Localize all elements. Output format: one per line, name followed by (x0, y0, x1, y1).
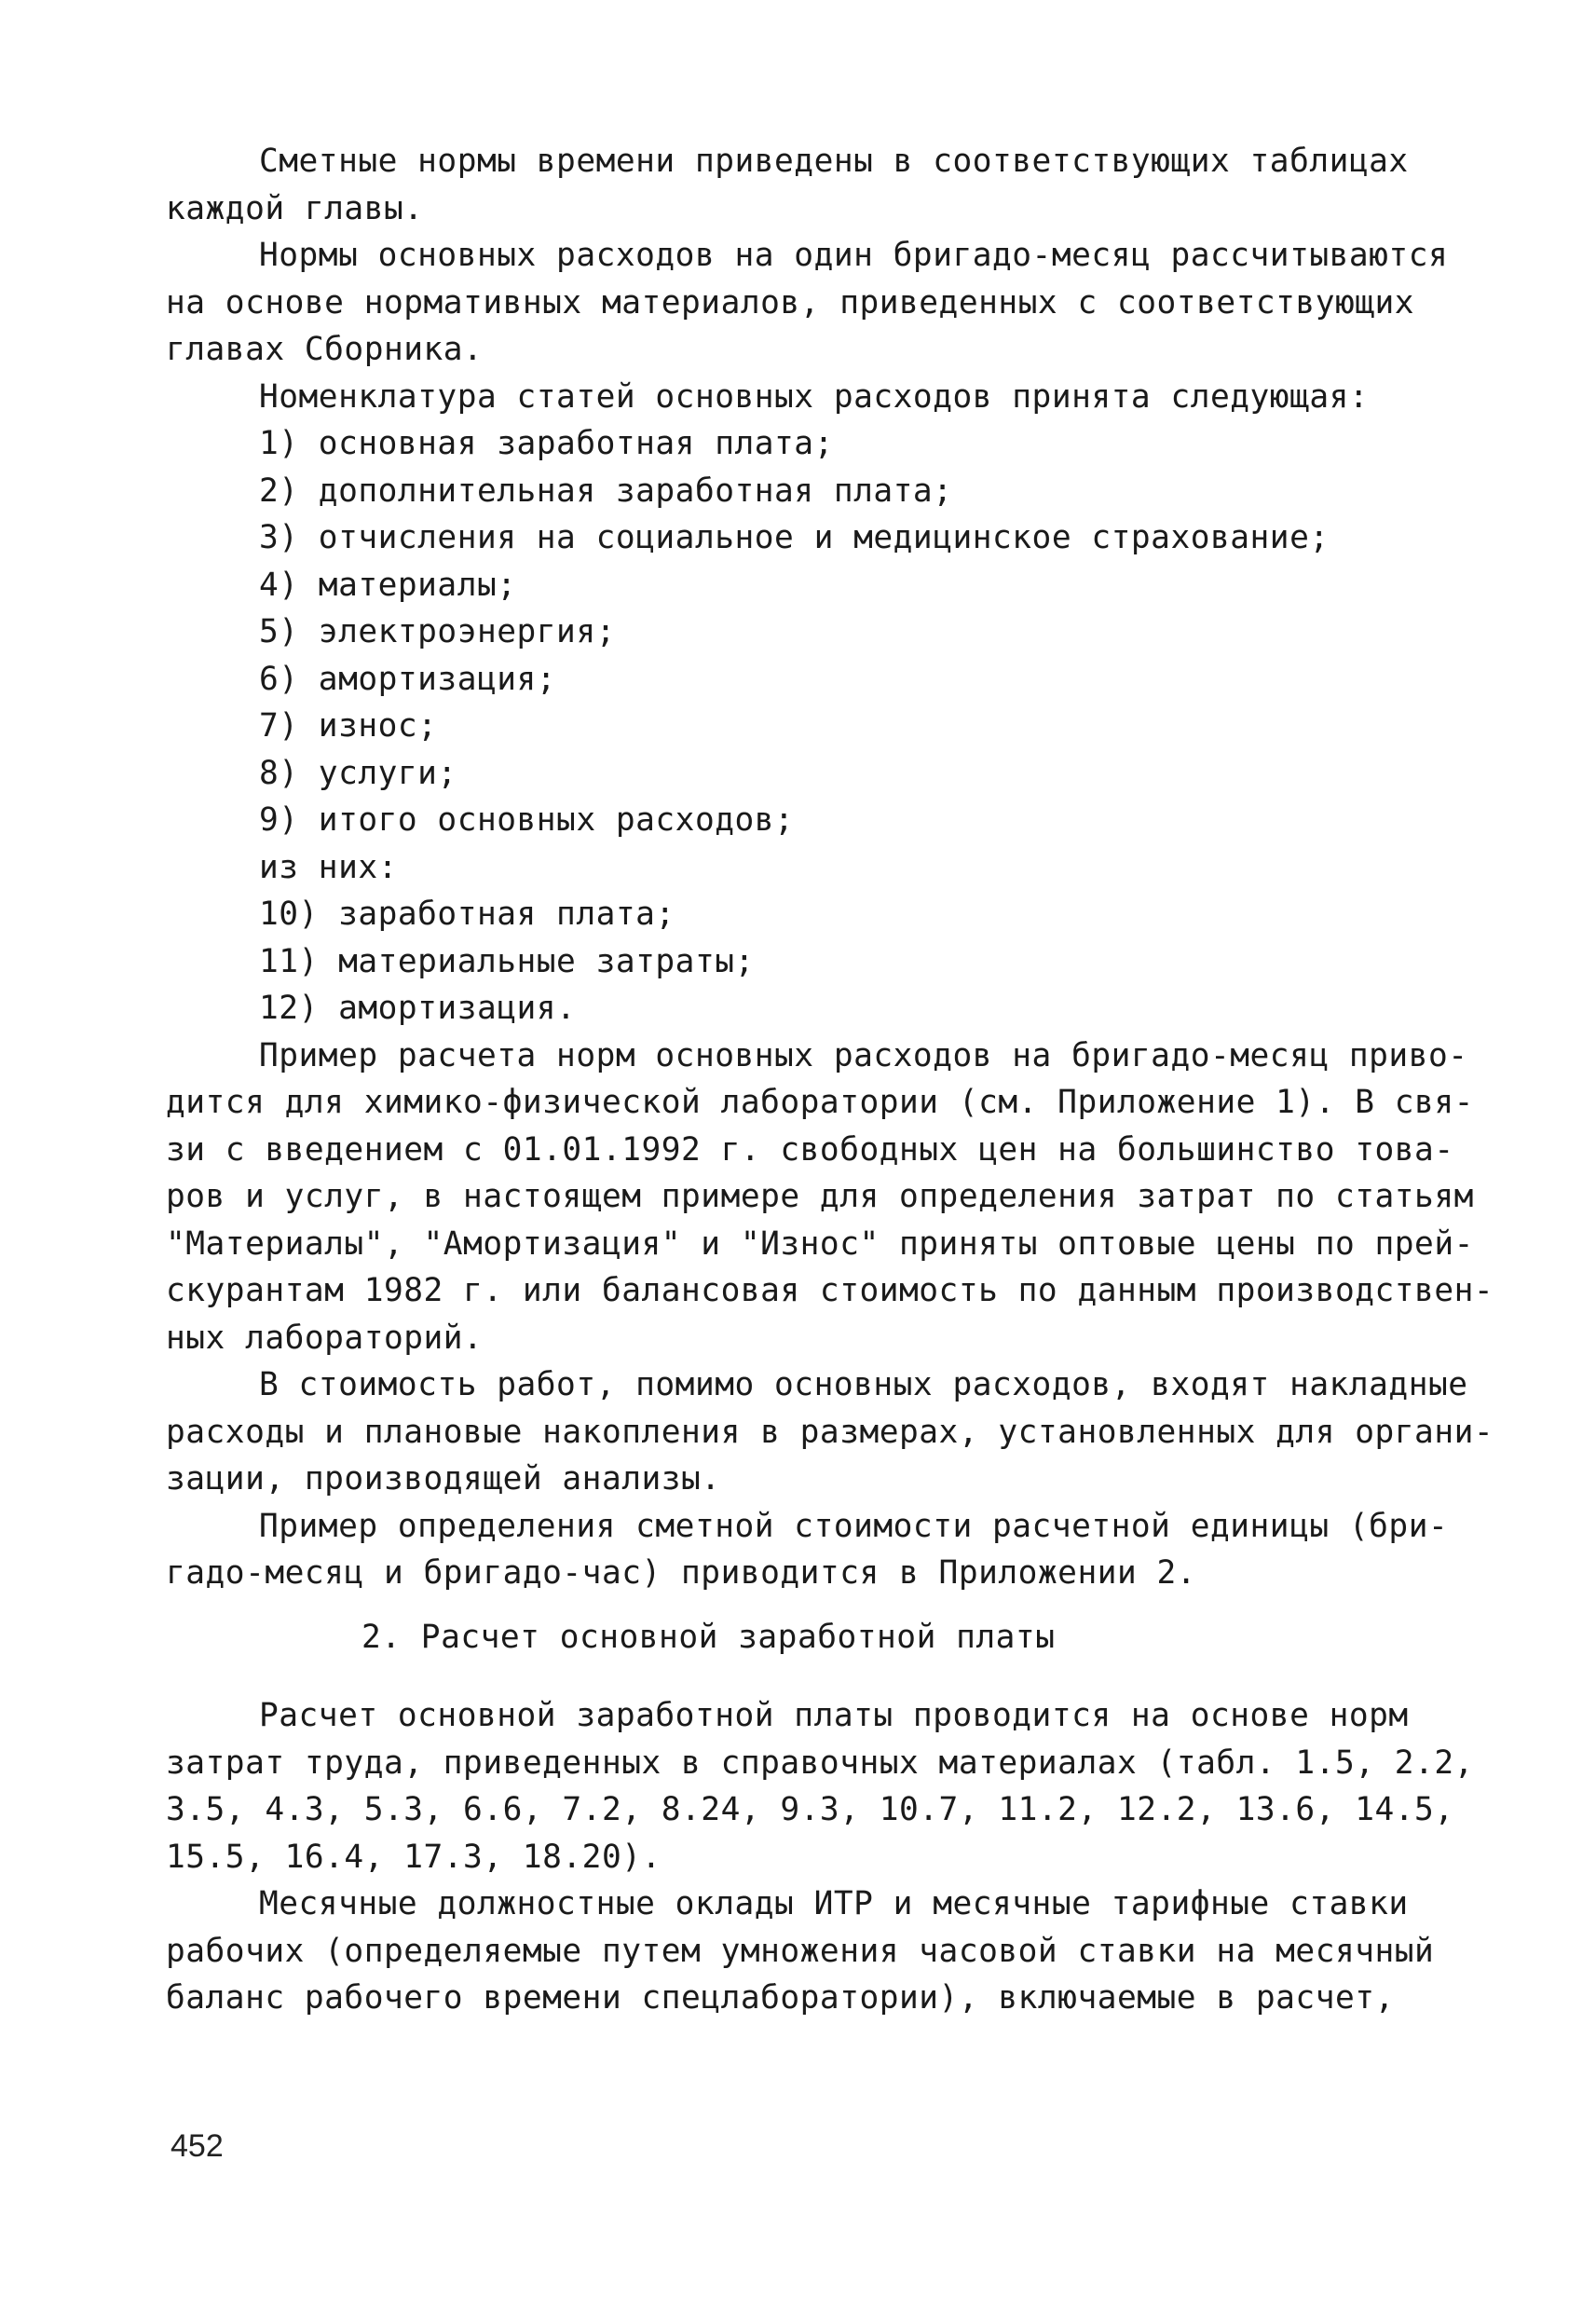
text-line: 4) материалы; (259, 566, 517, 604)
text-line: расходы и плановые накопления в размерах, установленных для органи- (166, 1413, 1494, 1451)
text-line: главах Сборника. (166, 331, 484, 368)
text-line: Нормы основных расходов на один бригадо-месяц рассчитываются (259, 237, 1449, 274)
section-heading: 2. Расчет основной заработной платы (361, 1618, 1056, 1656)
text-line: 8) услуги; (259, 754, 457, 792)
text-line: Пример расчета норм основных расходов на бригадо-месяц приво- (259, 1036, 1468, 1074)
body-text (166, 138, 1494, 2022)
text-line: из них: (259, 848, 398, 886)
text-line: Месячные должностные оклады ИТР и месячные тарифные ставки (259, 1885, 1409, 1922)
text-line: 1) основная заработная плата; (259, 425, 834, 462)
text-line: рабочих (определяемые путем умножения часовой ставки на месячный (166, 1932, 1435, 1970)
text-line: дится для химико-физической лаборатории (см. Приложение 1). В свя- (166, 1084, 1474, 1121)
spacer (166, 1661, 1470, 1692)
text-line: "Материалы", "Амортизация" и "Износ" приняты оптовые цены по прей- (166, 1224, 1474, 1263)
text-line: Номенклатура статей основных расходов принята следующая: (259, 377, 1370, 416)
text-line: Сметные нормы времени приведены в соответствующих таблицах (259, 143, 1409, 180)
text-line: 3) отчисления на социальное и медицинское страхование; (259, 519, 1330, 556)
text-line: скурантам 1982 г. или балансовая стоимость по данным производствен- (166, 1272, 1494, 1309)
text-line: затрат труда, приведенных в справочных материалах (табл. 1.5, 2.2, (166, 1744, 1474, 1782)
text-line: ных лабораторий. (166, 1319, 484, 1357)
text-line: Пример определения сметной стоимости расчетной единицы (бри- (259, 1507, 1449, 1545)
spacer (166, 1597, 1470, 1614)
text-line: гадо-месяц и бригадо-час) приводится в Приложении 2. (166, 1554, 1197, 1592)
text-line: ров и услуг, в настоящем примере для определения затрат по статьям (166, 1178, 1474, 1215)
text-line: 15.5, 16.4, 17.3, 18.20). (166, 1838, 662, 1876)
text-line: 7) износ; (259, 707, 438, 745)
text-line: 10) заработная плата; (259, 896, 675, 933)
text-line: 9) итого основных расходов; (259, 801, 795, 839)
text-line: 12) амортизация. (259, 990, 577, 1027)
text-line: 2) дополнительная заработная плата; (259, 472, 953, 510)
text-line: 5) электроэнергия; (259, 613, 616, 650)
text-line: зации, производящей анализы. (166, 1460, 721, 1497)
text-line: 11) материальные затраты; (259, 942, 755, 980)
text-line: Расчет основной заработной платы проводится на основе норм (259, 1697, 1409, 1734)
page-number: 452 (171, 2128, 224, 2164)
text-line: баланс рабочего времени спецлаборатории), включаемые в расчет, (166, 1979, 1395, 2017)
text-line: В стоимость работ, помимо основных расходов, входят накладные (259, 1366, 1468, 1403)
text-line: зи с введением с 01.01.1992 г. свободных цен на большинство това- (166, 1130, 1454, 1169)
text-line: 6) амортизация; (259, 660, 557, 698)
text-line: 3.5, 4.3, 5.3, 6.6, 7.2, 8.24, 9.3, 10.7, 11.2, 12.2, 13.6, 14.5, (166, 1791, 1454, 1828)
text-line: каждой главы. (166, 189, 424, 227)
text-line: на основе нормативных материалов, приведенных с соответствующих (166, 283, 1415, 321)
